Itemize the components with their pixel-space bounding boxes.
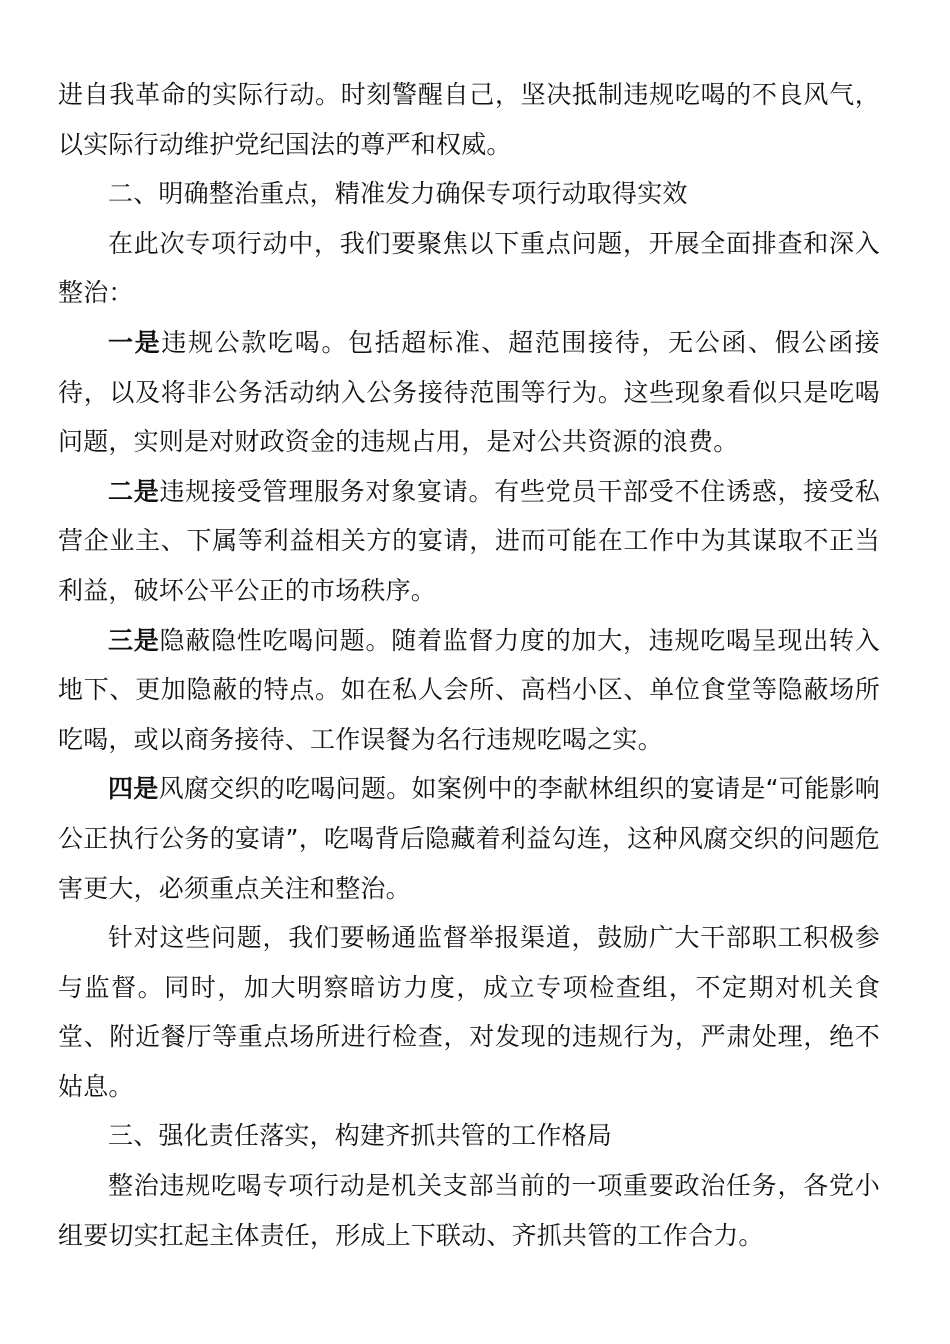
list-item-2 (58, 467, 880, 616)
list-item-text: 违规公款吃喝。包括超标准、超范围接待，无公函、假公函接待，以及将非公务活动纳入公务接待范围等行为。这些现象看似只是吃喝问题，实则是对财政资金的违规占用，是对公共资源的浪费。 (58, 327, 880, 457)
section-heading-2: 二、明确整治重点，精准发力确保专项行动取得实效 (108, 179, 688, 209)
paragraph-responsibility: 整治违规吃喝专项行动是机关支部当前的一项重要政治任务，各党小组要切实扛起主体责任，形成上下联动、齐抓共管的工作合力。 (58, 1171, 880, 1250)
list-item-text: 隐蔽隐性吃喝问题。随着监督力度的加大，违规吃喝呈现出转入地下、更加隐蔽的特点。如在私人会所、高档小区、单位食堂等隐蔽场所吃喝，或以商务接待、工作误餐为名行违规吃喝之实。 (58, 625, 881, 754)
list-item-lead: 三是 (108, 625, 160, 655)
list-item-4 (58, 764, 880, 913)
list-item-lead: 一是 (108, 327, 162, 357)
list-item-text: 违规接受管理服务对象宴请。有些党员干部受不住诱惑，接受私营企业主、下属等利益相关方的宴请，进而可能在工作中为其谋取不正当利益，破坏公平公正的市场秩序。 (58, 476, 881, 605)
list-item-lead: 四是 (108, 774, 159, 804)
document-body (58, 70, 880, 1260)
paragraph-continuation: 进自我革命的实际行动。时刻警醒自己，坚决抵制违规吃喝的不良风气，以实际行动维护党纪国法的尊严和权威。 (58, 80, 880, 159)
paragraph-intro: 在此次专项行动中，我们要聚焦以下重点问题，开展全面排查和深入整治： (58, 228, 880, 308)
list-item-1 (58, 318, 880, 467)
section-heading-3: 三、强化责任落实，构建齐抓共管的工作格局 (108, 1121, 613, 1151)
paragraph-measures: 针对这些问题，我们要畅通监督举报渠道，鼓励广大干部职工积极参与监督。同时，加大明察暗访力度，成立专项检查组，不定期对机关食堂、附近餐厅等重点场所进行检查，对发现的违规行为，严肃处理，绝不姑息。 (58, 923, 880, 1101)
list-item-3 (58, 616, 880, 765)
list-item-lead: 二是 (108, 476, 160, 506)
list-item-text: 风腐交织的吃喝问题。如案例中的李献林组织的宴请是“可能影响公正执行公务的宴请”，吃喝背后隐藏着利益勾连，这种风腐交织的问题危害更大，必须重点关注和整治。 (58, 774, 880, 903)
